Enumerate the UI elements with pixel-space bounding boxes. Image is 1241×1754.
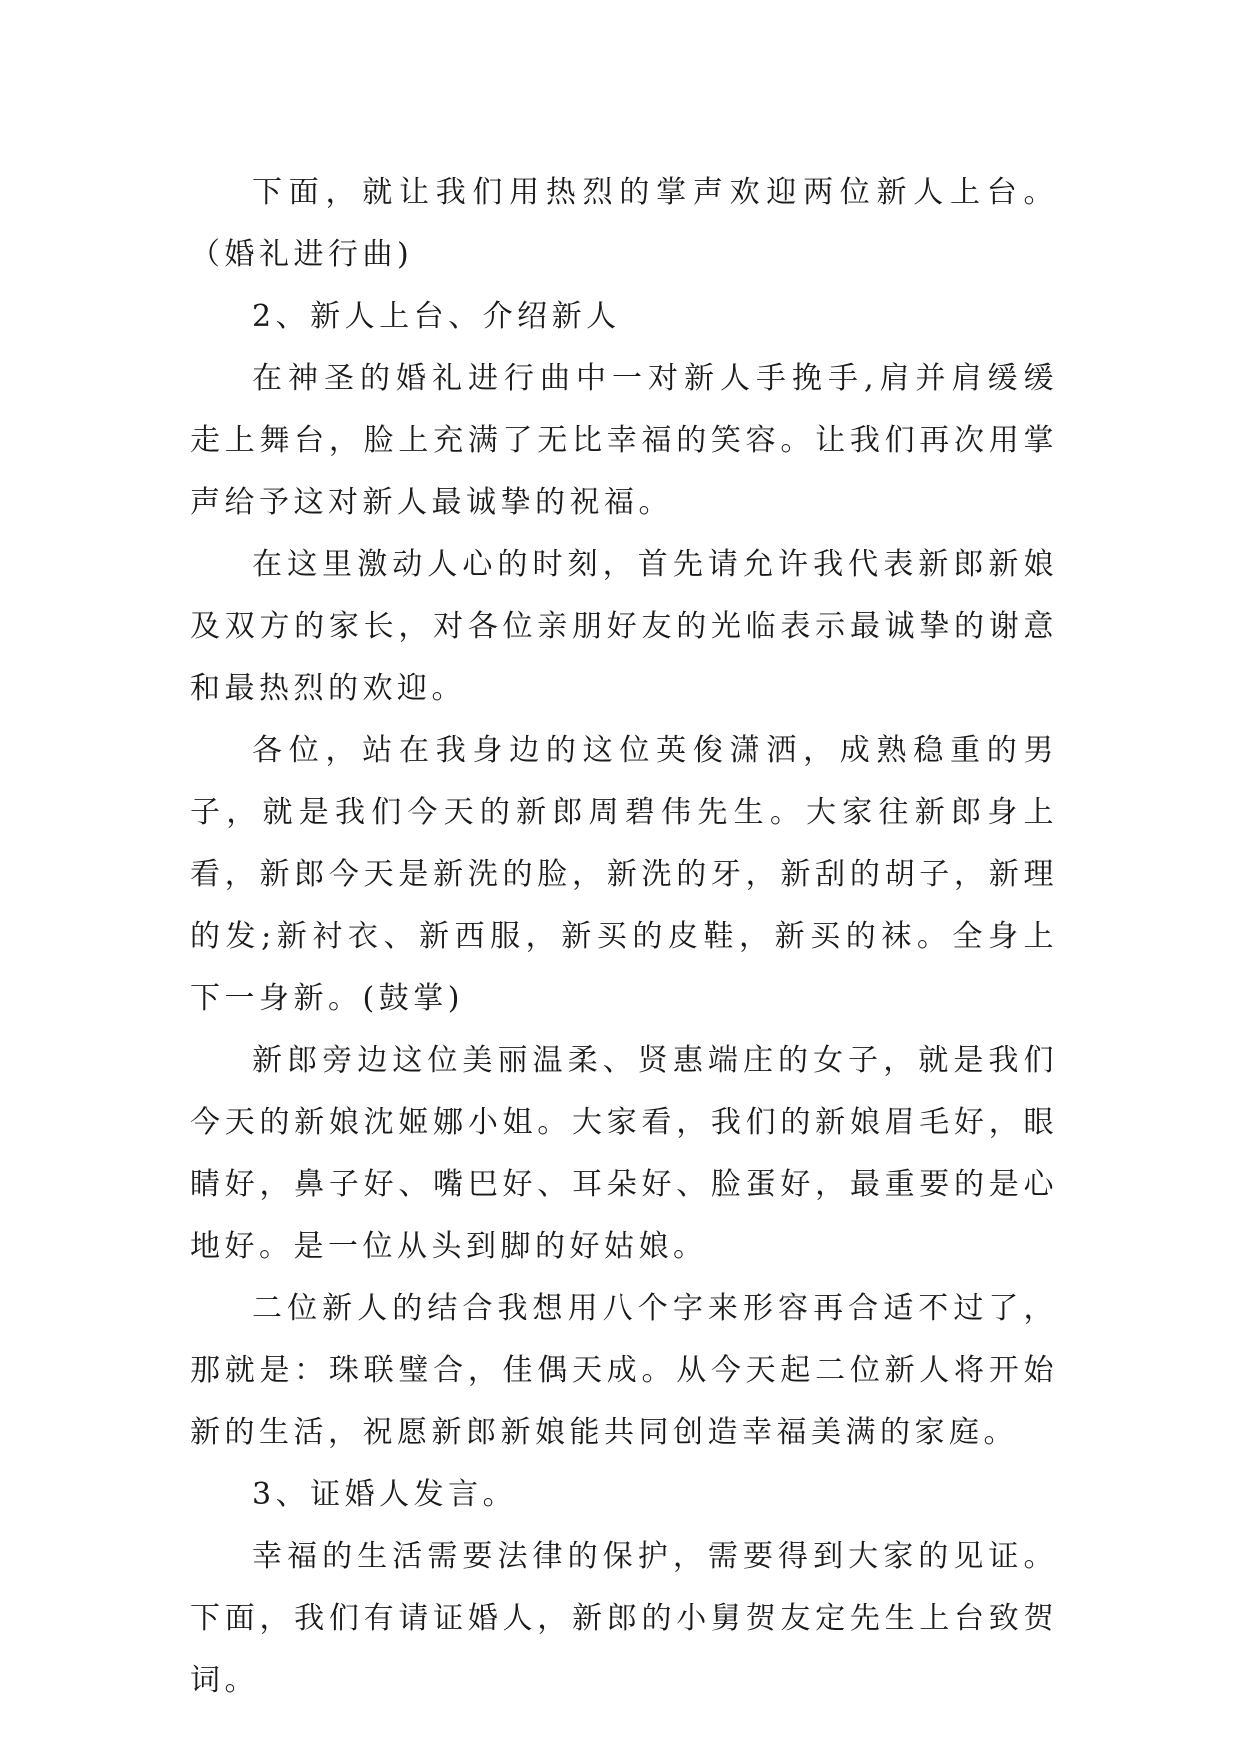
paragraph-thanks: 在这里激动人心的时刻，首先请允许我代表新郎新娘及双方的家长，对各位亲朋好友的光临表示最诚挚的谢意和最热烈的欢迎。 <box>190 547 1058 706</box>
paragraph-entrance: 在神圣的婚礼进行曲中一对新人手挽手,肩并肩缓缓走上舞台，脸上充满了无比幸福的笑容。让我们再次用掌声给予这对新人最诚挚的祝福。 <box>190 361 1058 520</box>
paragraph-union: 二位新人的结合我想用八个字来形容再合适不过了，那就是：珠联璧合，佳偶天成。从今天起二位新人将开始新的生活，祝愿新郎新娘能共同创造幸福美满的家庭。 <box>190 1291 1058 1450</box>
paragraph-witness: 幸福的生活需要法律的保护，需要得到大家的见证。下面，我们有请证婚人，新郎的小舅贺友定先生上台致贺词。 <box>190 1539 1058 1698</box>
document-body <box>190 162 1058 1712</box>
paragraph-bride: 新郎旁边这位美丽温柔、贤惠端庄的女子，就是我们今天的新娘沈姬娜小姐。大家看，我们的新娘眉毛好，眼睛好，鼻子好、嘴巴好、耳朵好、脸蛋好，最重要的是心地好。是一位从头到脚的好姑娘。 <box>190 1043 1058 1264</box>
paragraph-groom: 各位，站在我身边的这位英俊潇洒，成熟稳重的男子，就是我们今天的新郎周碧伟先生。大家往新郎身上看，新郎今天是新洗的脸，新洗的牙，新刮的胡子，新理的发;新衬衣、新西服，新买的皮鞋，新买的袜。全身上下一身新。(鼓掌) <box>190 733 1058 1016</box>
paragraph-welcome: 下面，就让我们用热烈的掌声欢迎两位新人上台。（婚礼进行曲) <box>190 175 1058 272</box>
section-heading-2: 2、新人上台、介绍新人 <box>252 299 621 334</box>
section-heading-3: 3、证婚人发言。 <box>252 1477 518 1512</box>
